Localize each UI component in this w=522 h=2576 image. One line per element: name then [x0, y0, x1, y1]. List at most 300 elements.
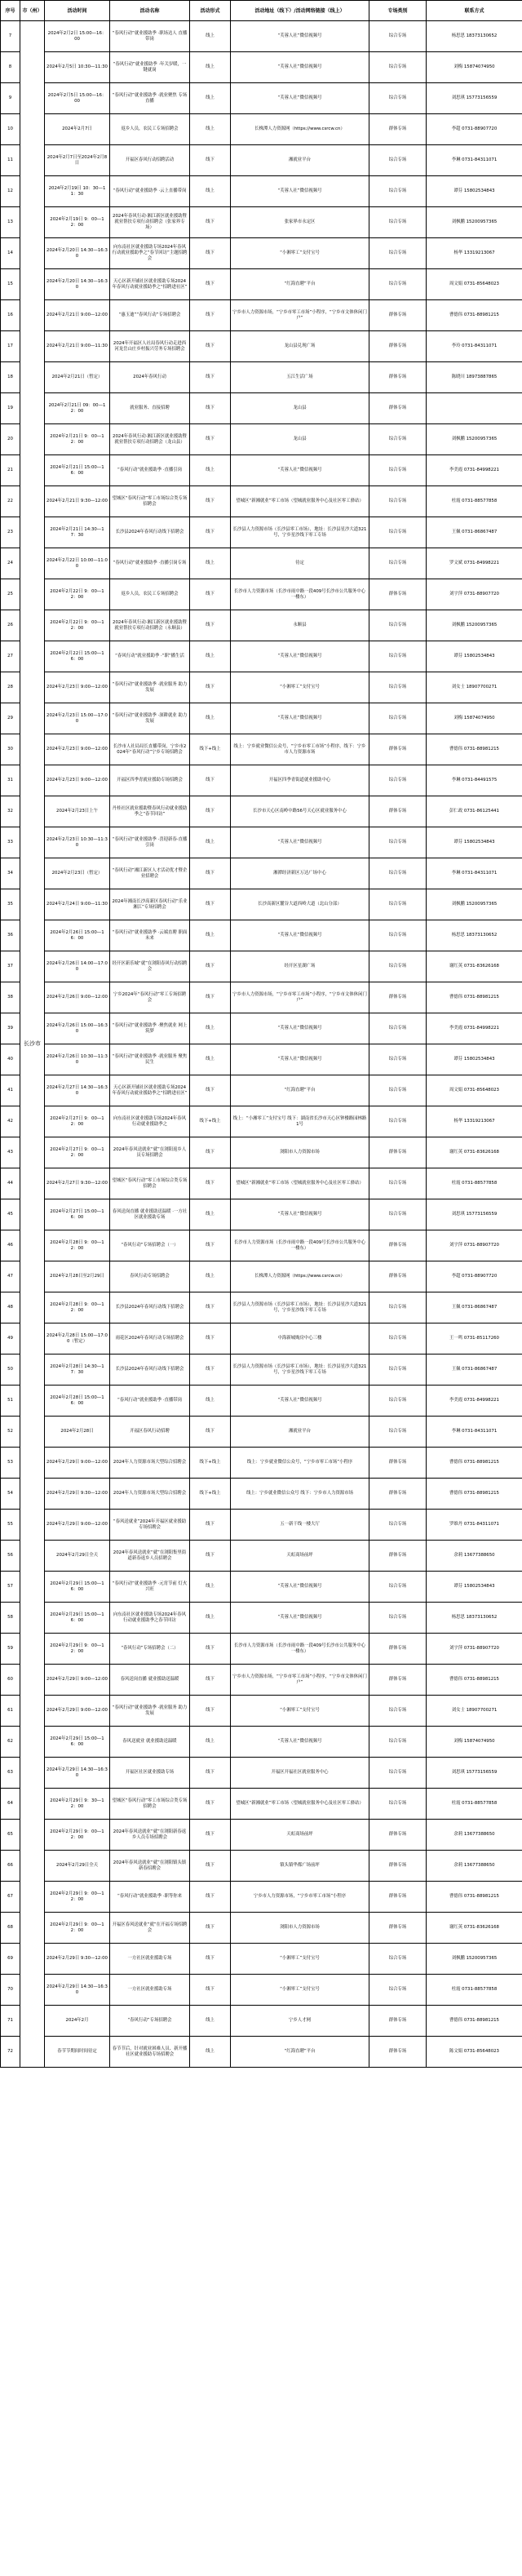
row-number: 41	[1, 1075, 20, 1106]
activity-name: “春风行动”就业援助季 ·元宵节前 灯火兴旺	[110, 1572, 190, 1603]
activity-time: 2024年2月28日 9：00—12：00	[45, 1292, 110, 1323]
activity-place: 龙山县	[231, 393, 369, 424]
table-row	[1, 579, 522, 610]
header-time: 活动时间	[45, 1, 110, 21]
row-number: 35	[1, 889, 20, 920]
row-number: 24	[1, 548, 20, 579]
table-row	[1, 300, 522, 331]
activity-name: 长沙市人社局局长直播带岗，宁乡市2024年“春风行动”宁乡专场招聘会	[110, 734, 190, 765]
activity-name: “春风行动”就业援助季 ·就业服务 聚焦民生	[110, 1044, 190, 1075]
activity-form: 线下	[190, 1541, 231, 1572]
activity-place: “芙蓉人社”微信视频号	[231, 1572, 369, 1603]
activity-category: 群体专场	[369, 1913, 427, 1944]
activity-form: 线下	[190, 1510, 231, 1541]
row-number: 11	[1, 145, 20, 176]
row-number: 61	[1, 1696, 20, 1727]
activity-form: 线下	[190, 579, 231, 610]
activity-category: 综合专场	[369, 1696, 427, 1727]
activity-place: 长沙高新区麓谷大道西岭大道（北山分部）	[231, 889, 369, 920]
table-row	[1, 2006, 522, 2037]
activity-category: 综合专场	[369, 703, 427, 734]
activity-form: 线上	[190, 83, 231, 114]
activity-form: 线下	[190, 796, 231, 827]
activity-name: 2024年人力资源市场大型综合招聘会	[110, 1448, 190, 1479]
activity-time: 2024年2月29日 15:00—16：00	[45, 1727, 110, 1758]
activity-time: 2024年2月23日 9:00—12:00	[45, 765, 110, 796]
activity-place: “芙蓉人社”微信视频号	[231, 1199, 369, 1230]
activity-category: 群体专场	[369, 300, 427, 331]
activity-contact: 谭芬 15802534843	[427, 827, 522, 858]
activity-time: 2024年2月29日 9：00—12：00	[45, 1634, 110, 1665]
activity-name: 望城区“春风行动”零工市场综合类专场招聘会	[110, 1168, 190, 1199]
table-row	[1, 1851, 522, 1882]
activity-contact: 杨思思 18373130652	[427, 920, 522, 951]
table-row	[1, 1572, 522, 1603]
activity-contact: 曹德伟 0731-88981215	[427, 1448, 522, 1479]
activity-name: “春风送就业”2024年开福区就业援助专场招聘会	[110, 1510, 190, 1541]
row-number: 23	[1, 517, 20, 548]
activity-time: 2024年2月27日 14:30—16:30	[45, 1075, 110, 1106]
activity-contact: 李琳 0731-84311071	[427, 145, 522, 176]
row-number: 60	[1, 1665, 20, 1696]
activity-time: 2024年2月29日 9：00—12：00	[45, 1882, 110, 1913]
activity-contact: 刘枫鹏 15200957365	[427, 1944, 522, 1975]
row-number: 57	[1, 1572, 20, 1603]
activity-time: 2024年2月21日 9:00—12:00	[45, 300, 110, 331]
activity-time: 2024年2月28日	[45, 1417, 110, 1448]
table-row	[1, 1292, 522, 1323]
activity-contact: 谭芬 15802534843	[427, 1572, 522, 1603]
activity-form: 线下	[190, 610, 231, 641]
row-number: 29	[1, 703, 20, 734]
row-number: 42	[1, 1106, 20, 1137]
activity-category: 综合专场	[369, 641, 427, 672]
table-row	[1, 1013, 522, 1044]
activity-time: 春节节期间时间待定	[45, 2037, 110, 2068]
activity-category: 综合专场	[369, 672, 427, 703]
activity-category: 综合专场	[369, 176, 427, 207]
activity-name: 长沙县2024年春风行动线下招聘会	[110, 1292, 190, 1323]
activity-name: “春风行动”湘江新区人才活动优才暨企业招聘会	[110, 858, 190, 889]
activity-time: 2024年2月29日 15:00—16：00	[45, 1603, 110, 1634]
activity-place: “芙蓉人社”微信视频号	[231, 176, 369, 207]
activity-place: “芙蓉人社”微信视频号	[231, 641, 369, 672]
header-contact: 联系方式	[427, 1, 522, 21]
table-row	[1, 1168, 522, 1199]
activity-contact: 李美霞 0731-84998221	[427, 1386, 522, 1417]
activity-place: “芙蓉人社”微信视频号	[231, 21, 369, 52]
activity-time: 2024年2月22日 9：00—12：00	[45, 579, 110, 610]
activity-time: 2024年2月5日 15:00—16：00	[45, 83, 110, 114]
activity-name: “春风行动”就业援助季 ·年关岁暖，一键就岗	[110, 52, 190, 83]
activity-form: 线下+线上	[190, 1448, 231, 1479]
row-number: 13	[1, 207, 20, 238]
activity-category: 群体专场	[369, 1820, 427, 1851]
row-number: 48	[1, 1292, 20, 1323]
activity-name: 2024年人力资源市场大型综合招聘会	[110, 1479, 190, 1510]
activity-form: 线下	[190, 951, 231, 982]
activity-contact: 刘枫鹏 15200957365	[427, 207, 522, 238]
row-number: 19	[1, 393, 20, 424]
activity-form: 线下	[190, 889, 231, 920]
activity-form: 线上	[190, 920, 231, 951]
header-no: 序号	[1, 1, 20, 21]
activity-name: 2024年春风行动	[110, 362, 190, 393]
activity-category: 群体专场	[369, 1882, 427, 1913]
table-row	[1, 1696, 522, 1727]
activity-place: 经开区星湖广场	[231, 951, 369, 982]
activity-category: 综合专场	[369, 1075, 427, 1106]
activity-time: 2024年2月26日 10:30—11:30	[45, 1044, 110, 1075]
activity-category: 群体专场	[369, 1261, 427, 1292]
activity-place: “芙蓉人社”微信视频号	[231, 52, 369, 83]
table-row	[1, 114, 522, 145]
activity-category: 综合专场	[369, 1044, 427, 1075]
activity-name: 2024年春风行动·湘江新区就业援助暨就业帮扶专项行动招聘会（张家界专场）	[110, 207, 190, 238]
activity-place: “小湘零工”支付宝号	[231, 672, 369, 703]
activity-contact: 余莉 13677388650	[427, 1820, 522, 1851]
activity-place: 湘就业平台	[231, 145, 369, 176]
activity-form: 线下	[190, 331, 231, 362]
activity-name: “春风行动”就业援助季 ·就业服务 助力发展	[110, 672, 190, 703]
activity-name: 2024年春风行动·湘江新区就业援助暨就业帮扶专项行动招聘会（龙山县）	[110, 424, 190, 455]
row-number: 53	[1, 1448, 20, 1479]
activity-form: 线下	[190, 672, 231, 703]
table-row	[1, 548, 522, 579]
activity-name: 开福区春风行动招聘	[110, 1417, 190, 1448]
activity-place: 宁乡市人力资源市场，“宁乡市零工市场”小程序，“宁乡市文体休闲门户”	[231, 982, 369, 1013]
activity-contact: 李玲 0731-84311071	[427, 331, 522, 362]
activity-form: 线上	[190, 827, 231, 858]
activity-name: 宁乡2024年“春风行动”零工专场招聘会	[110, 982, 190, 1013]
activity-place: “小湘零工”支付宝号	[231, 1975, 369, 2006]
row-number: 64	[1, 1789, 20, 1820]
table-row	[1, 672, 522, 703]
activity-place: 望城区“新湘就业”零工市场（望城就业服务中心及社区零工驿站）	[231, 1168, 369, 1199]
table-row	[1, 1727, 522, 1758]
activity-time: 2024年2月19日 9：00—12：00	[45, 207, 110, 238]
activity-contact: 王一鸣 0731-85117260	[427, 1323, 522, 1355]
activity-time: 2024年2月22日 15:00—16：00	[45, 641, 110, 672]
row-number: 72	[1, 2037, 20, 2068]
activity-form: 线下	[190, 1137, 231, 1168]
activity-time: 2024年2月29日 9:30—12:00	[45, 1944, 110, 1975]
activity-time: 2024年2月23日 9:00—12:00	[45, 734, 110, 765]
activity-category: 综合专场	[369, 21, 427, 52]
activity-form: 线上	[190, 21, 231, 52]
table-row	[1, 703, 522, 734]
activity-category: 综合专场	[369, 517, 427, 548]
activity-place: “小湘零工”支付宝号	[231, 238, 369, 269]
activity-contact: 陈晓川 18973887865	[427, 362, 522, 393]
activity-form: 线下	[190, 486, 231, 517]
activity-name: “春风行动”专场招聘会	[110, 2006, 190, 2037]
activity-name: 2024年春风送就业“就”在浏阳返乡人员专场招聘会	[110, 1137, 190, 1168]
activity-form: 线上	[190, 176, 231, 207]
activity-place: 永顺县	[231, 610, 369, 641]
activity-form: 线下	[190, 393, 231, 424]
activity-time: 2024年2月27日 9:30—12:00	[45, 1168, 110, 1199]
activity-place: 长沙县人力资源市场（长沙县零工市场），地址：长沙县星沙大道321号，宁乡星沙线下零工专场	[231, 1292, 369, 1323]
row-number: 67	[1, 1882, 20, 1913]
activity-place: “芙蓉人社”微信视频号	[231, 703, 369, 734]
activity-contact: 杨华 13319213067	[427, 238, 522, 269]
row-number: 31	[1, 765, 20, 796]
activity-time: 2024年2月5日 10:30—11:30	[45, 52, 110, 83]
table-row	[1, 1789, 522, 1820]
table-row	[1, 1323, 522, 1355]
row-number: 33	[1, 827, 20, 858]
activity-name: “春风行动”就业援助季 ·就业服务 助力发展	[110, 1696, 190, 1727]
table-row	[1, 1944, 522, 1975]
activity-category: 群体专场	[369, 1665, 427, 1696]
activity-contact: 李美霞 0731-84998221	[427, 1013, 522, 1044]
activity-time: 2024年2月28日至2月29日	[45, 1261, 110, 1292]
activity-name: 长沙县2024年春风行动线下招聘会	[110, 1355, 190, 1386]
activity-place: 天虹商场前坪	[231, 1820, 369, 1851]
activity-name: 经开区新乐城“就”在浏阳春风行动招聘会	[110, 951, 190, 982]
activity-contact: 曹德伟 0731-88981215	[427, 1882, 522, 1913]
row-number: 17	[1, 331, 20, 362]
activity-contact: 杜霞 0731-88577858	[427, 486, 522, 517]
activity-form: 线下	[190, 269, 231, 300]
activity-category: 综合专场	[369, 920, 427, 951]
activity-name: “春风行动”就业援助季 ·云端直聘 职面未来	[110, 920, 190, 951]
activity-place: 宁乡人才网	[231, 2006, 369, 2037]
activity-place: “芙蓉人社”微信视频号	[231, 1044, 369, 1075]
row-number: 62	[1, 1727, 20, 1758]
activity-place: 龙山县	[231, 424, 369, 455]
activity-contact: 谭芬 15802534843	[427, 641, 522, 672]
activity-place: 线上：宁乡就业微信公众号 线下：宁乡市人力资源市场	[231, 1479, 369, 1510]
row-number: 44	[1, 1168, 20, 1199]
activity-category: 综合专场	[369, 269, 427, 300]
activity-time: 2024年2月2日 15:00—16：00	[45, 21, 110, 52]
row-number: 20	[1, 424, 20, 455]
header-form: 活动形式	[190, 1, 231, 21]
table-row	[1, 1137, 522, 1168]
row-number: 58	[1, 1603, 20, 1634]
row-number: 63	[1, 1758, 20, 1789]
activity-name: 一方社区就业援助专场	[110, 1975, 190, 2006]
table-row	[1, 1510, 522, 1541]
table-row	[1, 1386, 522, 1417]
row-number: 15	[1, 269, 20, 300]
row-number: 12	[1, 176, 20, 207]
activity-category: 综合专场	[369, 486, 427, 517]
activity-contact: 曹德伟 0731-88981215	[427, 300, 522, 331]
activity-form: 线下	[190, 424, 231, 455]
activity-name: 天心区新开铺社区就业援助专场2024年春风行动就业援助季之“招聘进社区”	[110, 269, 190, 300]
activity-category: 综合专场	[369, 238, 427, 269]
activity-time: 2024年2月21日 09：00—12：00	[45, 393, 110, 424]
activity-category: 综合专场	[369, 83, 427, 114]
activity-contact: 李美霞 0731-84998221	[427, 455, 522, 486]
activity-name: 2024年春风行动·湘江新区就业援助暨就业帮扶专项行动招聘会（永顺县）	[110, 610, 190, 641]
activity-name: 望城区“春风行动”零工市场综合类专场招聘会	[110, 1789, 190, 1820]
activity-contact: 谢红英 0731-83626168	[427, 951, 522, 982]
activity-category: 综合专场	[369, 1944, 427, 1975]
activity-form: 线上	[190, 52, 231, 83]
table-row	[1, 1199, 522, 1230]
activity-form: 线下	[190, 1634, 231, 1665]
activity-category: 综合专场	[369, 1975, 427, 2006]
activity-name: 2024年开福区人社局春风行动走进西河龙岳山庄乡村振兴劳务专场招聘会	[110, 331, 190, 362]
table-row	[1, 269, 522, 300]
activity-time: 2024年2月7日	[45, 114, 110, 145]
activity-time: 2024年2月20日 14:30—16:30	[45, 269, 110, 300]
table-row	[1, 52, 522, 83]
activity-time: 2024年2月	[45, 2006, 110, 2037]
header-place: 活动地址（线下）/活动网络链接（线上）	[231, 1, 369, 21]
row-number: 52	[1, 1417, 20, 1448]
table-row	[1, 424, 522, 455]
activity-place: 望城区“新湘就业”零工市场（望城就业服务中心及社区零工驿站）	[231, 486, 369, 517]
activity-contact: 刘枫鹏 15200957365	[427, 424, 522, 455]
table-row	[1, 1261, 522, 1292]
activity-place: 长株潭人力资源网（https://www.csrcw.cn）	[231, 114, 369, 145]
activity-category: 综合专场	[369, 1603, 427, 1634]
activity-time: 2024年2月29日全天	[45, 1851, 110, 1882]
activity-place: “芙蓉人社”微信视频号	[231, 827, 369, 858]
activity-place: 待定	[231, 548, 369, 579]
activity-name: “惠玉迪”“春风行动”专场招聘会	[110, 300, 190, 331]
table-row	[1, 1634, 522, 1665]
activity-form: 线上	[190, 1261, 231, 1292]
activity-name: 返乡人员，农民工专场招聘会	[110, 579, 190, 610]
activity-time: 2024年2月29日 14:30—16:30	[45, 1758, 110, 1789]
activity-name: 春风送岗直播 就业援助送温暖 ·一方社区就业援助专场	[110, 1199, 190, 1230]
activity-contact: 谢红英 0731-83626168	[427, 1913, 522, 1944]
activity-form: 线下	[190, 238, 231, 269]
row-number: 43	[1, 1137, 20, 1168]
row-number: 21	[1, 455, 20, 486]
activity-contact: 杜霞 0731-88577858	[427, 1789, 522, 1820]
header-city: 市（州）	[20, 1, 45, 21]
activity-contact: 杨思思 18373130652	[427, 1603, 522, 1634]
activity-place: “芙蓉人社”微信视频号	[231, 1013, 369, 1044]
table-row	[1, 1479, 522, 1510]
activity-place: 宁乡市人力资源市场，“宁乡市零工市场”小程序	[231, 1882, 369, 1913]
table-row	[1, 486, 522, 517]
activity-category: 综合专场	[369, 1758, 427, 1789]
row-number: 65	[1, 1820, 20, 1851]
activity-contact: 刘思琪 15773156559	[427, 1199, 522, 1230]
row-number: 22	[1, 486, 20, 517]
row-number: 40	[1, 1044, 20, 1075]
activity-place: “芙蓉人社”微信视频号	[231, 1386, 369, 1417]
activity-time: 2024年2月19日 10：30—11：30	[45, 176, 110, 207]
activity-form: 线下	[190, 1882, 231, 1913]
activity-time: 2024年2月29日 9:00—12:00	[45, 1448, 110, 1479]
activity-name: “春风行动”就业援助季 ·直播引岗专场	[110, 548, 190, 579]
table-row	[1, 1882, 522, 1913]
activity-name: 2024年春风送就业“就”在浏阳新春返乡人员专场招聘会	[110, 1820, 190, 1851]
activity-place: 长株潭人力资源网（https://www.csrcw.cn）	[231, 1261, 369, 1292]
activity-contact: 曹德伟 0731-88981215	[427, 2006, 522, 2037]
activity-form: 线下	[190, 1075, 231, 1106]
row-number: 25	[1, 579, 20, 610]
activity-time: 2024年2月23日 9:00—12:00	[45, 672, 110, 703]
activity-form: 线上	[190, 548, 231, 579]
activity-category: 综合专场	[369, 951, 427, 982]
table-row	[1, 889, 522, 920]
table-row	[1, 920, 522, 951]
activity-place: 线上：宁乡就业微信公众号，“宁乡市零工市场”小程序	[231, 1448, 369, 1479]
activity-form: 线上	[190, 1386, 231, 1417]
row-number: 69	[1, 1944, 20, 1975]
activity-category: 综合专场	[369, 889, 427, 920]
row-number: 34	[1, 858, 20, 889]
activity-time: 2024年2月29日全天	[45, 1541, 110, 1572]
activity-time: 2024年2月29日 9:00—12:00	[45, 1665, 110, 1696]
activity-place: 长沙市人力资源市场（长沙市雨中路一段409号长沙市公共服务中心一楼东）	[231, 579, 369, 610]
activity-time: 2024年2月28日 15:00—16：00	[45, 1386, 110, 1417]
table-row	[1, 83, 522, 114]
activity-contact: 刘梅 15874074950	[427, 703, 522, 734]
table-row	[1, 1106, 522, 1137]
activity-form: 线下	[190, 858, 231, 889]
activity-form: 线下	[190, 1975, 231, 2006]
activity-contact: 陈文娟 0731-85648023	[427, 2037, 522, 2068]
row-number: 28	[1, 672, 20, 703]
activity-place: 望城区“新湘就业”零工市场（望城就业服务中心及社区零工驿站）	[231, 1789, 369, 1820]
activity-contact: 刘梅 15874074950	[427, 52, 522, 83]
activity-contact: 李超 0731-88907720	[427, 1261, 522, 1292]
row-number: 54	[1, 1479, 20, 1510]
activity-place: “小湘零工”支付宝号	[231, 1944, 369, 1975]
activity-form: 线上	[190, 1044, 231, 1075]
table-row	[1, 610, 522, 641]
activity-contact: 曹德伟 0731-88981215	[427, 982, 522, 1013]
activity-name: “春风行动”就业援助季 ·深耕就业 助力发展	[110, 703, 190, 734]
activity-name: 2024年春风送就业“就”在浏阳集里街道新春返乡人员招聘会	[110, 1541, 190, 1572]
table-row	[1, 1541, 522, 1572]
table-row	[1, 331, 522, 362]
table-row	[1, 176, 522, 207]
row-number: 50	[1, 1355, 20, 1386]
table-row	[1, 362, 522, 393]
row-number: 14	[1, 238, 20, 269]
activity-category: 综合专场	[369, 1417, 427, 1448]
activity-time: 2024年2月27日 15:00—16：00	[45, 1199, 110, 1230]
row-number: 16	[1, 300, 20, 331]
activity-category: 群体专场	[369, 982, 427, 1013]
activity-category: 综合专场	[369, 1510, 427, 1541]
activity-category: 综合专场	[369, 1013, 427, 1044]
activity-form: 线下	[190, 1944, 231, 1975]
activity-category: 群体专场	[369, 1634, 427, 1665]
activity-category: 综合专场	[369, 52, 427, 83]
activity-place: 镇头镇华都广场前坪	[231, 1851, 369, 1882]
activity-category: 综合专场	[369, 548, 427, 579]
table-row	[1, 796, 522, 827]
table-row	[1, 1820, 522, 1851]
activity-contact: 王佩 0731-86867487	[427, 1355, 522, 1386]
activity-form: 线下	[190, 1355, 231, 1386]
activity-contact: 刘宇萍 0731-88907720	[427, 1634, 522, 1665]
table-row	[1, 1230, 522, 1261]
activity-time: 2024年2月28日 15:00—17:00（暂定）	[45, 1323, 110, 1355]
activity-time: 2024年2月26日 14:00—17:00	[45, 951, 110, 982]
activity-form: 线下	[190, 982, 231, 1013]
activity-place: 天虹商场前坪	[231, 1541, 369, 1572]
activity-category: 综合专场	[369, 207, 427, 238]
activity-category: 群体专场	[369, 1230, 427, 1261]
activity-time: 2024年2月26日 15:00—16:30	[45, 1013, 110, 1044]
activity-form: 线下	[190, 1789, 231, 1820]
activity-category: 群体专场	[369, 1479, 427, 1510]
